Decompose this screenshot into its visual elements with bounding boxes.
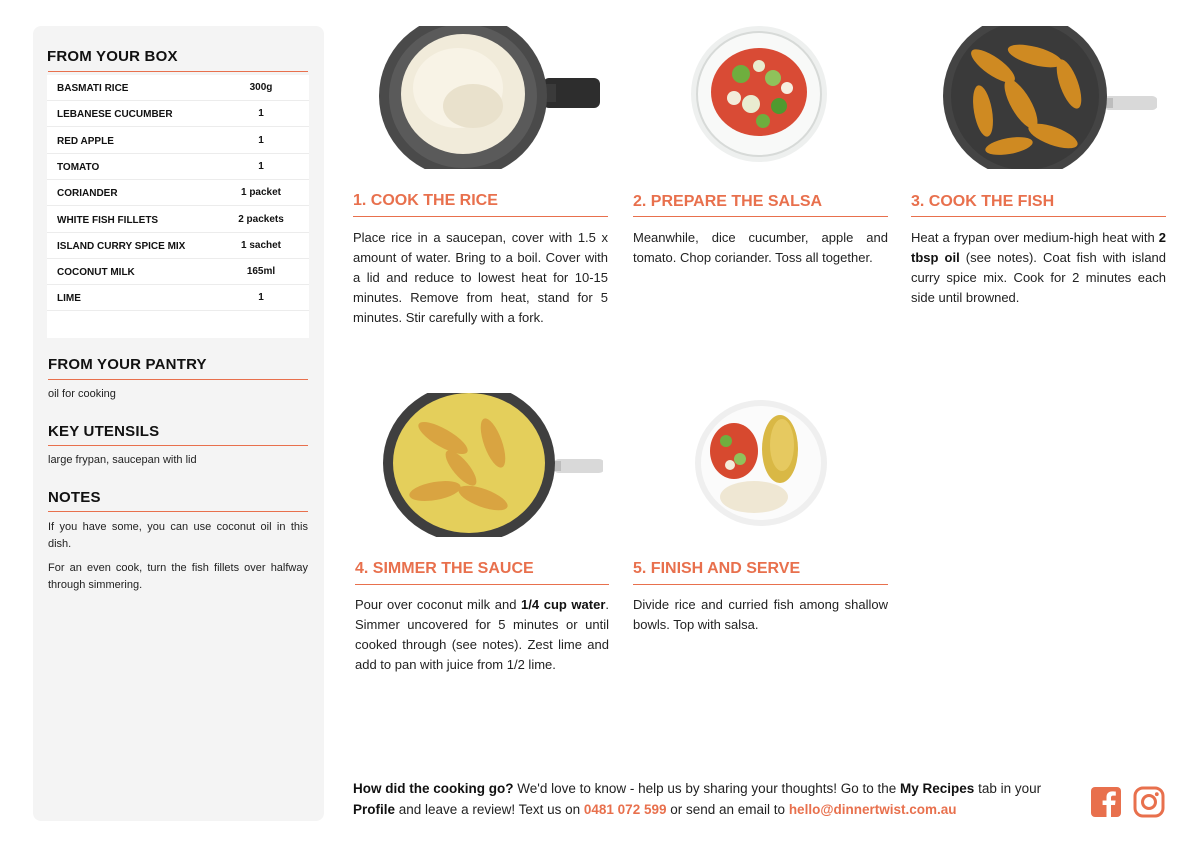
pantry-title-rule <box>48 379 308 380</box>
ingredient-quantity: 300g <box>249 82 273 93</box>
ingredient-name: RED APPLE <box>57 135 114 147</box>
step-text: Place rice in a saucepan, cover with 1.5 x amount of water. Bring to a boil. Cover with a lid and reduce to lowest heat for 10-15 minutes. Remove from heat, stand for 5 minutes. Stir carefully with a fork. <box>353 230 608 325</box>
ingredient-row <box>47 180 309 206</box>
ingredient-name: BASMATI RICE <box>57 83 129 94</box>
step-5-title: 5. FINISH AND SERVE <box>633 560 801 577</box>
note-1: If you have some, you can use coconut oil in this dish. <box>48 521 308 550</box>
utensils-text: large frypan, saucepan with lid <box>48 454 197 466</box>
ingredient-name: TOMATO <box>57 161 100 173</box>
step-text-emphasis: 1/4 cup water <box>521 597 606 612</box>
ingredient-quantity: 165ml <box>246 266 276 278</box>
pantry-text: oil for cooking <box>48 388 116 400</box>
ingredient-quantity: 1 <box>258 160 264 172</box>
step-2-rule <box>633 216 888 217</box>
step-3-photo <box>943 26 1157 169</box>
step-text: Heat a frypan over medium-high heat with <box>911 230 1159 245</box>
step-text: Pour over coconut milk and <box>355 597 522 612</box>
pantry-title: FROM YOUR PANTRY <box>48 356 207 373</box>
step-text: (see notes). Coat fish with island curry spice mix. Cook for 2 minutes each side until browned. <box>911 250 1167 305</box>
ingredient-name: CORIANDER <box>57 188 118 200</box>
step-4-title: 4. SIMMER THE SAUCE <box>355 560 534 577</box>
box-title-rule <box>48 71 308 72</box>
ingredient-quantity: 1 <box>258 134 264 146</box>
notes-title-rule <box>48 511 308 512</box>
utensils-title-rule <box>48 445 308 446</box>
ingredient-row <box>47 101 309 127</box>
step-2-photo <box>689 26 829 166</box>
step-text: Divide rice and curried fish among shallow bowls. Top with salsa. <box>633 597 888 632</box>
step-5-rule <box>633 584 888 585</box>
footer-emphasis: How did the cooking go? <box>353 781 514 796</box>
ingredient-row <box>47 154 309 180</box>
ingredient-quantity: 1 packet <box>240 187 282 199</box>
footer-text: or send an email to <box>666 802 789 817</box>
step-text: . Simmer uncovered for 5 minutes or until cooked through (see notes). Zest lime and add to pan with juice from 1/2 lime. <box>355 597 609 672</box>
ingredient-name: WHITE FISH FILLETS <box>57 214 159 226</box>
facebook-icon[interactable] <box>1090 786 1122 818</box>
email-link[interactable]: hello@dinnertwist.com.au <box>788 802 957 817</box>
ingredient-name: COCONUT MILK <box>57 267 135 279</box>
step-5-photo <box>694 399 828 527</box>
phone-link[interactable]: 0481 072 599 <box>583 802 667 817</box>
footer-emphasis: Profile <box>353 802 396 817</box>
step-4-body <box>355 595 609 675</box>
footer-text: tab in your <box>974 781 1042 796</box>
ingredient-name: LEBANESE CUCUMBER <box>57 109 173 121</box>
ingredients-table <box>47 75 309 338</box>
ingredient-row <box>47 207 309 233</box>
instagram-icon[interactable] <box>1133 786 1165 818</box>
ingredient-name: LIME <box>57 293 81 305</box>
ingredient-row <box>47 259 309 285</box>
step-4-rule <box>355 584 609 585</box>
ingredient-row <box>47 285 309 311</box>
step-5-body <box>633 595 888 635</box>
ingredient-row <box>47 75 309 101</box>
ingredient-quantity: 1 sachet <box>240 239 282 251</box>
step-2-title: 2. PREPARE THE SALSA <box>633 193 823 210</box>
step-1-title: 1. COOK THE RICE <box>353 192 498 209</box>
step-text: Meanwhile, dice cucumber, apple and tomato. Chop coriander. Toss all together. <box>633 230 888 265</box>
box-title: FROM YOUR BOX <box>47 48 178 65</box>
footer-text: We'd love to know - help us by sharing your thoughts! Go to the <box>513 781 901 796</box>
step-2-body <box>633 228 888 268</box>
ingredient-quantity: 1 <box>258 108 264 120</box>
utensils-title: KEY UTENSILS <box>48 423 160 440</box>
sidebar <box>33 26 324 821</box>
step-4-photo <box>383 393 603 537</box>
ingredient-row <box>47 128 309 154</box>
footer-emphasis: My Recipes <box>900 781 975 796</box>
note-2: For an even cook, turn the fish fillets over halfway through simmering. <box>48 562 308 591</box>
step-3-body <box>911 228 1166 308</box>
notes-title: NOTES <box>48 489 101 506</box>
ingredient-quantity: 2 packets <box>238 213 284 225</box>
step-1-body <box>353 228 608 328</box>
ingredient-quantity: 1 <box>258 292 264 304</box>
footer-text: and leave a review! Text us on <box>395 802 584 817</box>
step-1-photo <box>378 26 602 169</box>
step-3-title: 3. COOK THE FISH <box>911 193 1055 210</box>
step-1-rule <box>353 216 608 217</box>
feedback-footer <box>353 778 1073 820</box>
ingredient-name: ISLAND CURRY SPICE MIX <box>57 240 186 252</box>
step-text-emphasis: 2 tbsp oil <box>911 230 1166 265</box>
ingredient-row <box>47 233 309 259</box>
step-3-rule <box>911 216 1166 217</box>
